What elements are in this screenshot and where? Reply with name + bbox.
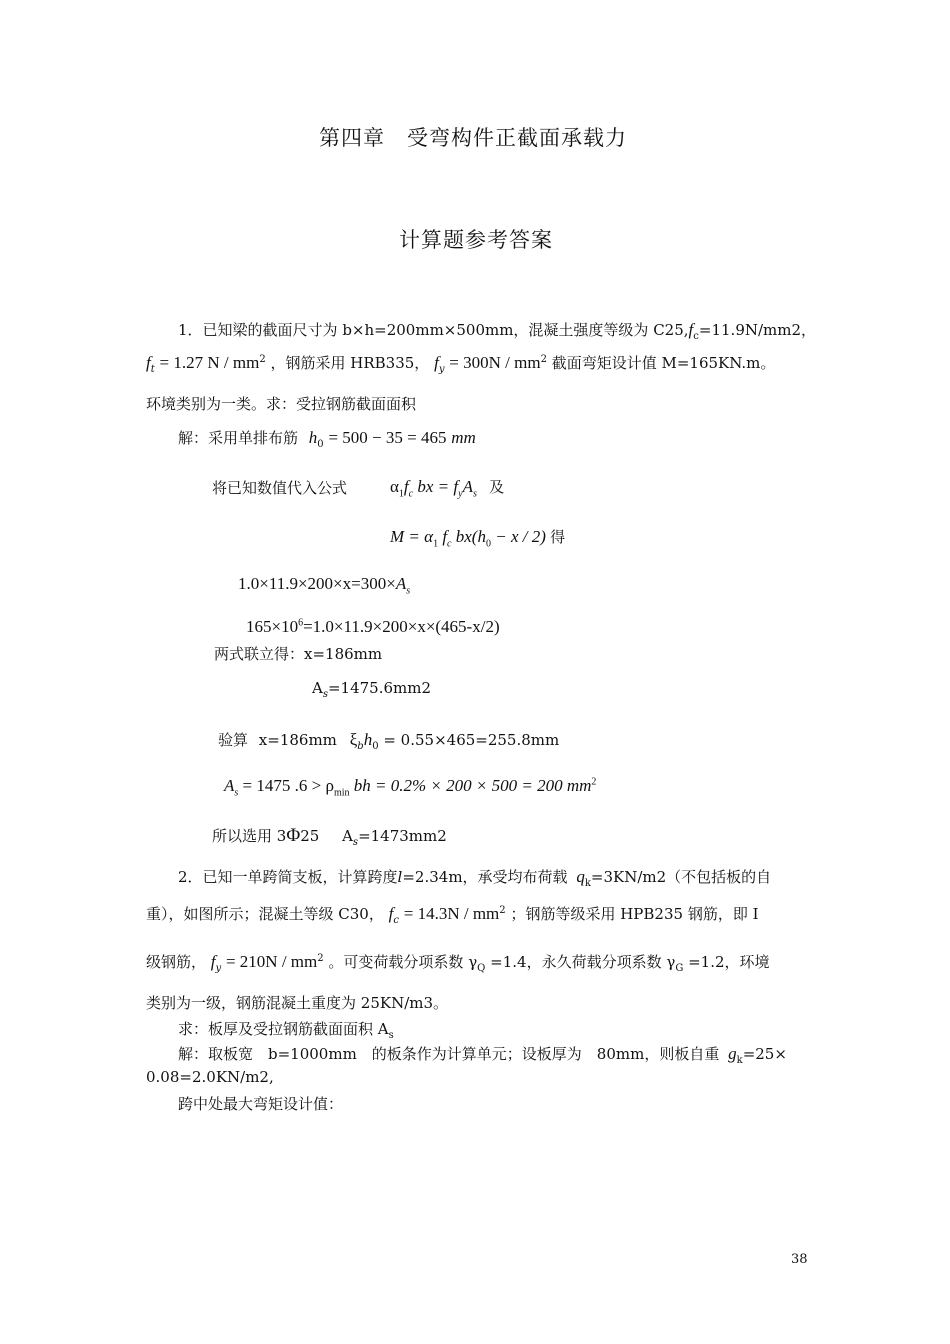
substitute-label: 将已知数值代入公式 [212,479,348,497]
p2-line1: 2．已知一单跨简支板，计算跨度l=2.34m，承受均布荷载 $q_k=3KN/m2$（不包括板的自 [178,867,772,889]
p2-question: 求：板厚及受拉钢筋截面面积 $A_s$ [178,1020,394,1041]
calc-line2: $165\times 10^6=1.0\times 11.9\times 200\times x\times(465-x/2)$ [246,617,500,636]
solution-h0: 解：采用单排布筋 $h_0 = 500 - 35 = 465$ mm [178,428,476,450]
calc-line1: $1.0\times 11.9\times 200\times x=300\times A_s$ [238,574,411,597]
chapter-title: 第四章 受弯构件正截面承载力 [319,126,627,150]
rebar-choice: 所以选用 3Φ25 $A_s=1473mm2$ [212,825,447,848]
rho-check: $A_s = 1475$ $.6 > \rho_{min}$ bh = 0.2% × 200 × 500 = 200 $mm^2$ [224,776,597,799]
page-number: 38 [791,1252,808,1267]
p1-line3: 环境类别为一类。求：受拉钢筋截面面积 [146,395,417,413]
p2-line4: 类别为一级，钢筋混凝土重度为 25KN/m3。 [146,994,449,1012]
As-result: $A_s=1475.6mm2$ [312,679,432,700]
p1-line1: 1．已知梁的截面尺寸为 b×h=200mm×500mm，混凝土强度等级为 $C25,f_c=11.9N/mm2$， [178,320,817,342]
p2-solution-line3: 跨中处最大弯矩设计值： [178,1095,344,1113]
p1-line2: $f_t = 1.27$ N / $mm^2$ ，钢筋采用 HRB335， $f_y = 300N / mm^2$ 截面弯矩设计值 M=165KN.m。 [146,353,776,375]
moment-eq2: $M = \alpha_1$ $f_c$ $bx(h_0 - x / 2)$ 得 [390,527,566,550]
section-subtitle: 计算题参考答案 [399,228,553,252]
p2-line3: 级钢筋， $f_y = 210N / mm^2$ 。可变荷载分项系数 $\gamma_Q =1.4$，永久荷载分项系数 $\gamma_G =1.2$，环境 [146,952,770,974]
equilibrium-eq1: $\alpha_1f_c$ bx = $f_yA_s$ 及 [390,477,505,500]
solve-result: 两式联立得：x=186mm [214,645,383,663]
p2-solution-line2: 0.08=2.0KN/m2, [146,1068,274,1086]
check-line: 验算 x=186mm $\xi_bh_0 = 0.55\times 465=255.8mm$ [218,730,560,752]
p2-solution-line1: 解：取板宽 b=1000mm 的板条作为计算单元；设板厚为 80mm，则板自重 $g_k=25\times$ [178,1044,787,1066]
p2-line2: 重），如图所示；混凝土等级 C30， $f_c = 14.3N / mm^2$ ；钢筋等级采用 HPB235 钢筋，即 I [146,904,759,926]
